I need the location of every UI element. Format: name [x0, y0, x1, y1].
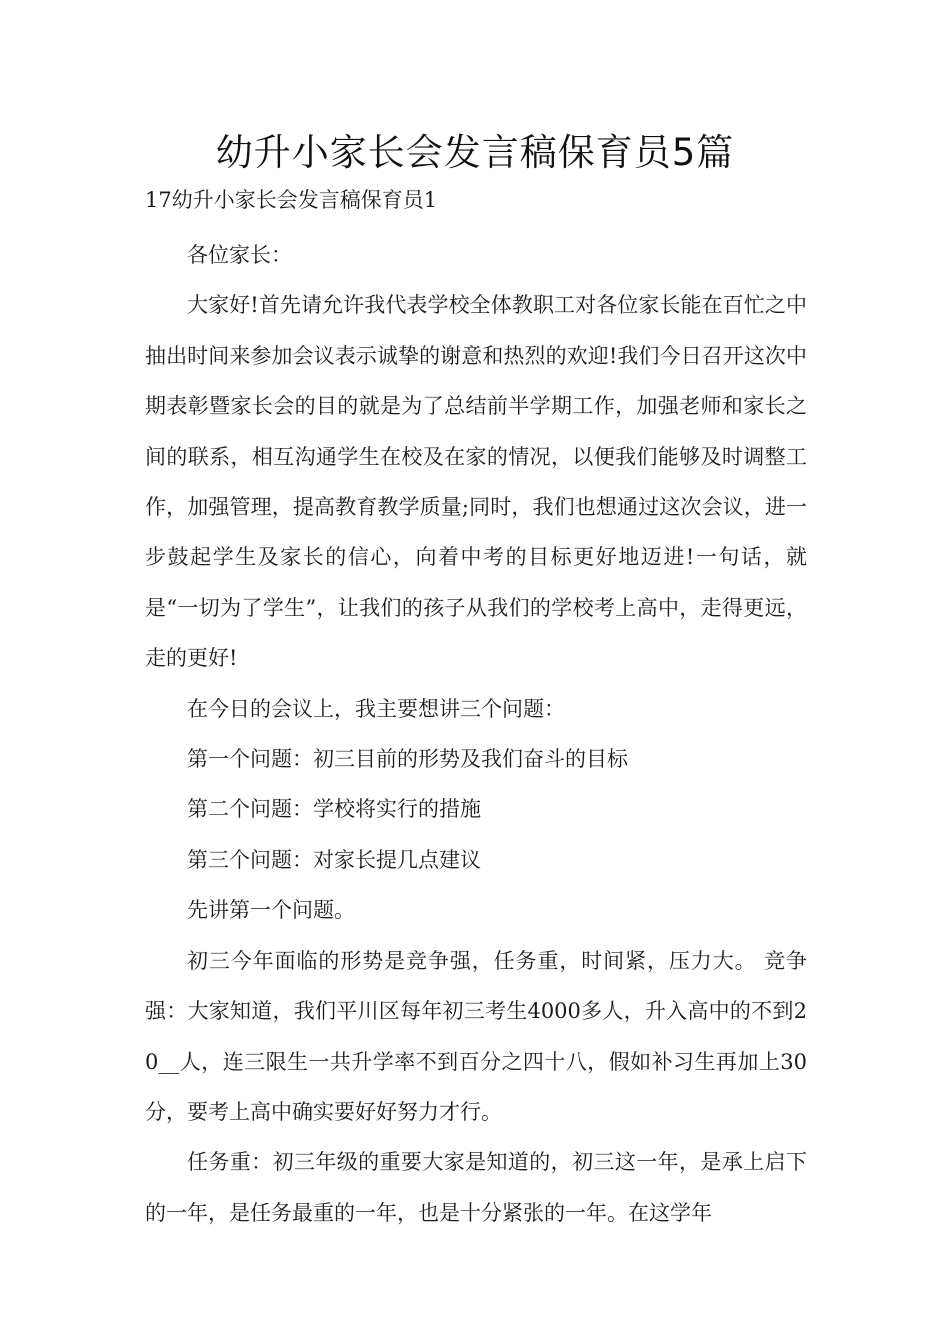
paragraph-transition: 先讲第一个问题。 [187, 898, 355, 923]
paragraph-situation: 初三今年面临的形势是竞争强，任务重，时间紧，压力大。 竞争强：大家知道，我们平川区每年初三考生4000多人，升入高中的不到20__人，连三限生一共升学率不到百分之四十八，假如补习生再加上30分，要考上高中确实要好好努力才行。 [145, 948, 807, 1124]
document-body [145, 230, 807, 1238]
salutation: 各位家长： [187, 243, 292, 267]
section-heading: 17幼升小家长会发言稿保育员1 [145, 188, 438, 212]
topic-item-1: 第一个问题：初三目前的形势及我们奋斗的目标 [187, 747, 628, 772]
topic-item-3: 第三个问题：对家长提几点建议 [187, 847, 481, 872]
paragraph-topics-intro: 在今日的会议上，我主要想讲三个问题： [187, 696, 565, 721]
document-title: 幼升小家长会发言稿保育员5篇 [215, 131, 735, 174]
paragraph-opening: 大家好!首先请允许我代表学校全体教职工对各位家长能在百忙之中抽出时间来参加会议表示诚挚的谢意和热烈的欢迎!我们今日召开这次中期表彰暨家长会的目的就是为了总结前半学期工作，加强老师和家长之间的联系，相互沟通学生在校及在家的情况，以便我们能够及时调整工作，加强管理，提高教育教学质量;同时，我们也想通过这次会议，进一步鼓起学生及家长的信心，向着中考的目标更好地迈进!一句话，就是“一切为了学生”，让我们的孩子从我们的学校考上高中，走得更远，走的更好! [145, 293, 807, 671]
paragraph-task: 任务重：初三年级的重要大家是知道的，初三这一年，是承上启下的一年，是任务最重的一年，也是十分紧张的一年。在这学年 [145, 1150, 807, 1225]
topic-item-2: 第二个问题：学校将实行的措施 [187, 797, 481, 822]
